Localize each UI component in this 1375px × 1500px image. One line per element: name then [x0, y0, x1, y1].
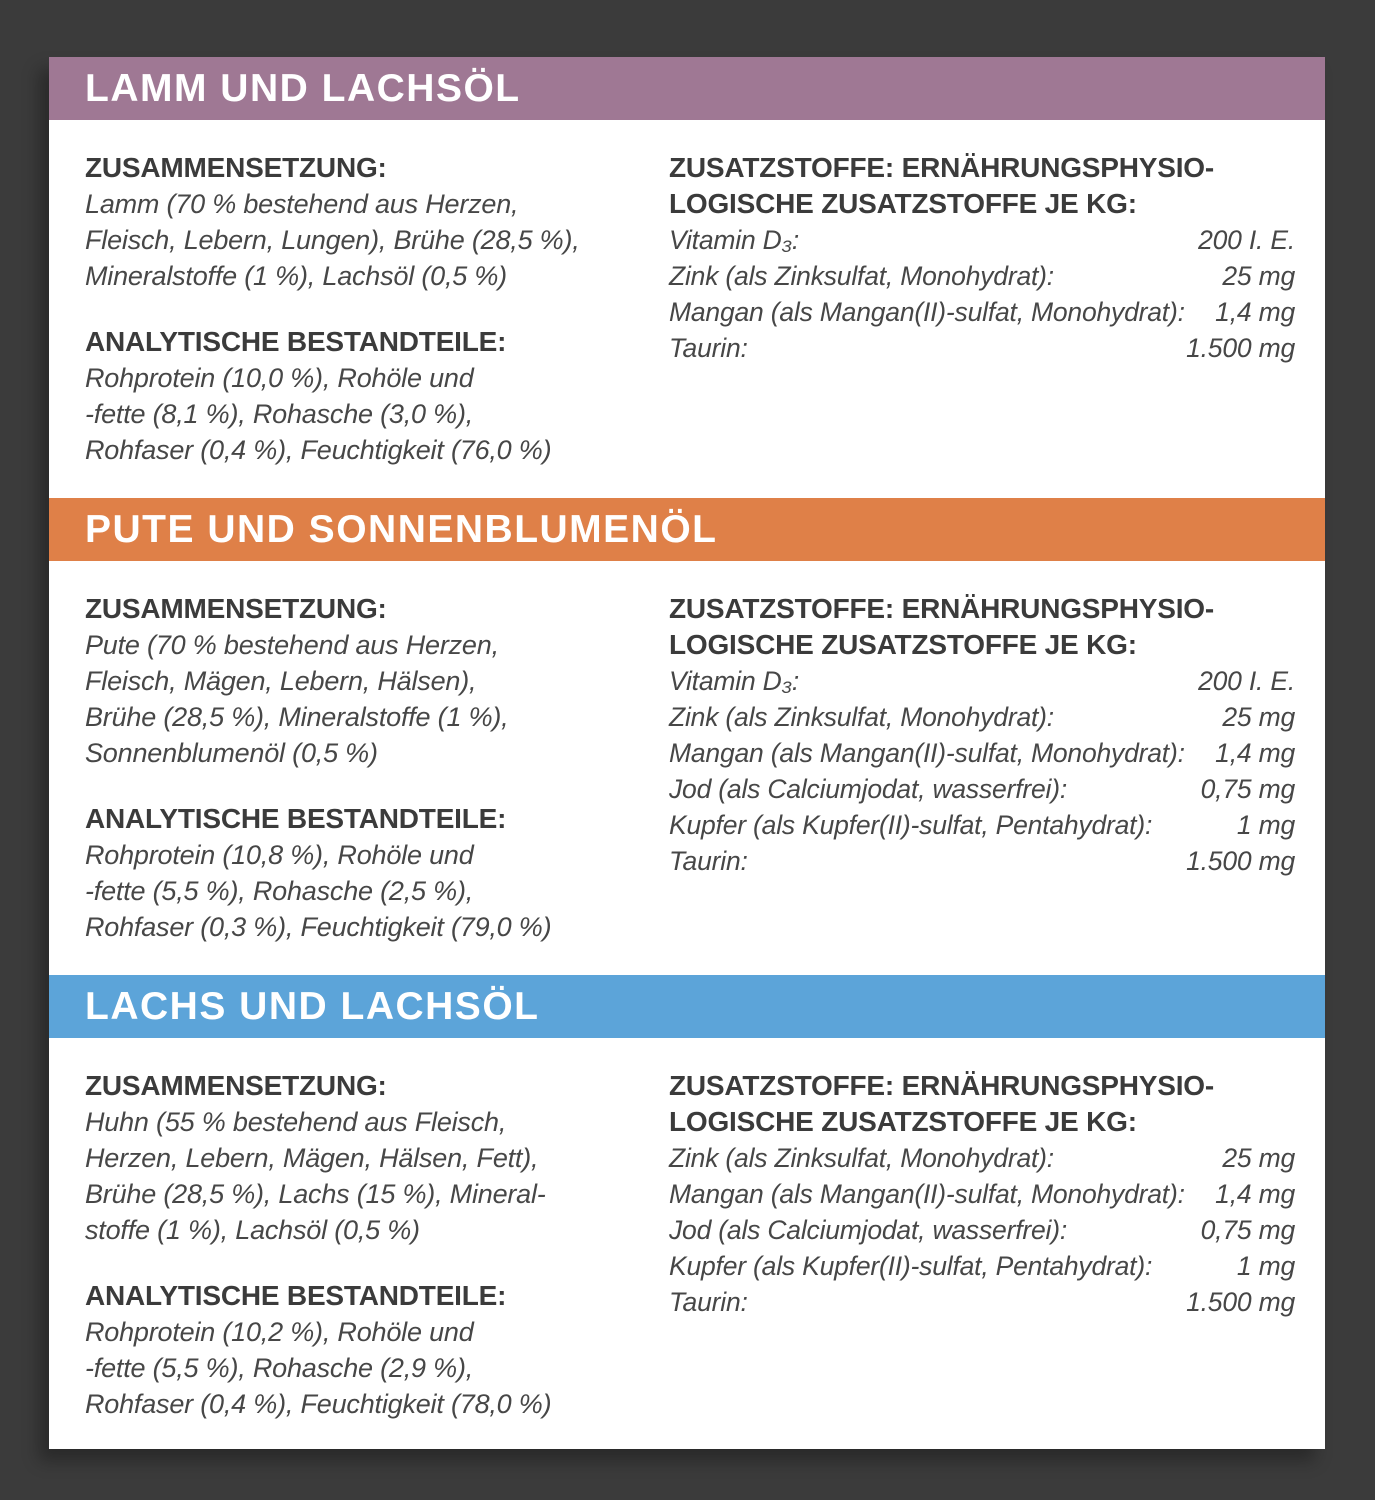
additive-row	[669, 843, 1295, 879]
additive-row	[669, 807, 1295, 843]
analytical-label: ANALYTISCHE BESTANDTEILE:	[85, 326, 507, 357]
analytical-block	[85, 801, 645, 945]
composition-line: Sonnenblumenöl (0,5 %)	[85, 738, 378, 768]
section-header-band	[49, 975, 1325, 1038]
composition-line: Mineralstoffe (1 %), Lachsöl (0,5 %)	[85, 261, 507, 291]
label-panel	[49, 57, 1325, 1449]
additive-row	[669, 1176, 1295, 1212]
additive-row	[669, 294, 1295, 330]
additives-table	[669, 222, 1295, 366]
additive-name: Taurin:	[669, 1287, 748, 1317]
analytical-line: Rohprotein (10,8 %), Rohöle und	[85, 840, 474, 870]
additives-label-line: ZUSATZSTOFFE: ERNÄHRUNGSPHYSIO-	[669, 1070, 1214, 1101]
additive-row	[669, 1284, 1295, 1320]
composition-line: Brühe (28,5 %), Mineralstoffe (1 %),	[85, 702, 509, 732]
additives-column	[669, 591, 1295, 945]
analytical-line: Rohfaser (0,3 %), Feuchtigkeit (79,0 %)	[85, 912, 552, 942]
additive-row	[669, 771, 1295, 807]
composition-label: ZUSAMMENSETZUNG:	[85, 593, 387, 624]
additives-label	[669, 1068, 1295, 1140]
additive-value: 0,75 mg	[1200, 1215, 1295, 1245]
additive-value: 1 mg	[1236, 1251, 1295, 1281]
additive-value: 200 I. E.	[1198, 225, 1295, 255]
additive-row	[669, 735, 1295, 771]
analytical-line: -fette (5,5 %), Rohasche (2,5 %),	[85, 876, 474, 906]
analytical-label: ANALYTISCHE BESTANDTEILE:	[85, 1280, 507, 1311]
additive-row	[669, 663, 1295, 699]
additives-label-line: ZUSATZSTOFFE: ERNÄHRUNGSPHYSIO-	[669, 152, 1214, 183]
composition-block	[85, 591, 645, 771]
composition-line: Pute (70 % bestehend aus Herzen,	[85, 630, 499, 660]
additive-name: Vitamin D₃:	[669, 666, 800, 696]
additive-value: 1,4 mg	[1215, 1179, 1295, 1209]
additive-value: 1,4 mg	[1215, 297, 1295, 327]
section-title: LACHS UND LACHSÖL	[85, 984, 540, 1028]
analytical-line: Rohfaser (0,4 %), Feuchtigkeit (76,0 %)	[85, 435, 552, 465]
composition-label: ZUSAMMENSETZUNG:	[85, 1070, 387, 1101]
section-body	[49, 120, 1325, 498]
additives-column	[669, 1068, 1295, 1422]
composition-block	[85, 1068, 645, 1248]
composition-line: Brühe (28,5 %), Lachs (15 %), Mineral-	[85, 1179, 546, 1209]
additive-name: Jod (als Calciumjodat, wasserfrei):	[669, 774, 1067, 804]
composition-column	[85, 591, 645, 945]
analytical-line: -fette (5,5 %), Rohasche (2,9 %),	[85, 1353, 474, 1383]
additive-row	[669, 258, 1295, 294]
analytical-line: Rohprotein (10,0 %), Rohöle und	[85, 363, 474, 393]
additive-name: Kupfer (als Kupfer(II)-sulfat, Pentahydrat):	[669, 810, 1153, 840]
section-body	[49, 1038, 1325, 1452]
composition-line: Herzen, Lebern, Mägen, Hälsen, Fett),	[85, 1143, 539, 1173]
section-header-band	[49, 498, 1325, 561]
section-body	[49, 561, 1325, 975]
additives-label	[669, 591, 1295, 663]
additive-row	[669, 330, 1295, 366]
analytical-block	[85, 1278, 645, 1422]
additive-value: 1.500 mg	[1186, 846, 1295, 876]
composition-line: Lamm (70 % bestehend aus Herzen,	[85, 189, 519, 219]
additive-value: 200 I. E.	[1198, 666, 1295, 696]
analytical-line: Rohfaser (0,4 %), Feuchtigkeit (78,0 %)	[85, 1389, 552, 1419]
additive-name: Taurin:	[669, 846, 748, 876]
product-section-lamm-und-lachsoel	[49, 57, 1325, 498]
analytical-line: Rohprotein (10,2 %), Rohöle und	[85, 1317, 474, 1347]
additive-name: Zink (als Zinksulfat, Monohydrat):	[669, 261, 1054, 291]
additive-value: 25 mg	[1222, 1143, 1295, 1173]
section-title: LAMM UND LACHSÖL	[85, 66, 521, 110]
additives-label	[669, 150, 1295, 222]
additive-name: Zink (als Zinksulfat, Monohydrat):	[669, 1143, 1054, 1173]
additive-value: 1.500 mg	[1186, 333, 1295, 363]
additive-value: 25 mg	[1222, 702, 1295, 732]
additive-name: Mangan (als Mangan(II)-sulfat, Monohydrat):	[669, 1179, 1185, 1209]
additive-value: 1.500 mg	[1186, 1287, 1295, 1317]
product-section-pute-und-sonnenblumenoel	[49, 498, 1325, 975]
additive-value: 1 mg	[1236, 810, 1295, 840]
additive-name: Kupfer (als Kupfer(II)-sulfat, Pentahydrat):	[669, 1251, 1153, 1281]
product-section-lachs-und-lachsoel	[49, 975, 1325, 1452]
additive-row	[669, 1248, 1295, 1284]
composition-line: Fleisch, Mägen, Lebern, Hälsen),	[85, 666, 477, 696]
analytical-text	[85, 360, 645, 468]
additive-name: Taurin:	[669, 333, 748, 363]
additive-name: Vitamin D₃:	[669, 225, 800, 255]
additives-table	[669, 663, 1295, 879]
analytical-text	[85, 837, 645, 945]
additives-column	[669, 150, 1295, 468]
composition-block	[85, 150, 645, 294]
analytical-block	[85, 324, 645, 468]
analytical-text	[85, 1314, 645, 1422]
composition-text	[85, 1104, 645, 1248]
additives-label-line: ZUSATZSTOFFE: ERNÄHRUNGSPHYSIO-	[669, 593, 1214, 624]
composition-column	[85, 150, 645, 468]
composition-line: Huhn (55 % bestehend aus Fleisch,	[85, 1107, 507, 1137]
additive-value: 25 mg	[1222, 261, 1295, 291]
additives-label-line: LOGISCHE ZUSATZSTOFFE JE KG:	[669, 1106, 1137, 1137]
additive-row	[669, 1212, 1295, 1248]
additive-row	[669, 699, 1295, 735]
additive-name: Jod (als Calciumjodat, wasserfrei):	[669, 1215, 1067, 1245]
composition-column	[85, 1068, 645, 1422]
composition-line: stoffe (1 %), Lachsöl (0,5 %)	[85, 1215, 420, 1245]
composition-line: Fleisch, Lebern, Lungen), Brühe (28,5 %),	[85, 225, 580, 255]
additive-value: 0,75 mg	[1200, 774, 1295, 804]
additive-value: 1,4 mg	[1215, 738, 1295, 768]
section-title: PUTE UND SONNENBLUMENÖL	[85, 507, 718, 551]
additive-row	[669, 222, 1295, 258]
additive-row	[669, 1140, 1295, 1176]
additive-name: Mangan (als Mangan(II)-sulfat, Monohydrat):	[669, 297, 1185, 327]
composition-label: ZUSAMMENSETZUNG:	[85, 152, 387, 183]
composition-text	[85, 186, 645, 294]
additives-label-line: LOGISCHE ZUSATZSTOFFE JE KG:	[669, 629, 1137, 660]
additives-table	[669, 1140, 1295, 1320]
section-header-band	[49, 57, 1325, 120]
additives-label-line: LOGISCHE ZUSATZSTOFFE JE KG:	[669, 188, 1137, 219]
analytical-label: ANALYTISCHE BESTANDTEILE:	[85, 803, 507, 834]
composition-text	[85, 627, 645, 771]
additive-name: Mangan (als Mangan(II)-sulfat, Monohydrat):	[669, 738, 1185, 768]
analytical-line: -fette (8,1 %), Rohasche (3,0 %),	[85, 399, 474, 429]
additive-name: Zink (als Zinksulfat, Monohydrat):	[669, 702, 1054, 732]
